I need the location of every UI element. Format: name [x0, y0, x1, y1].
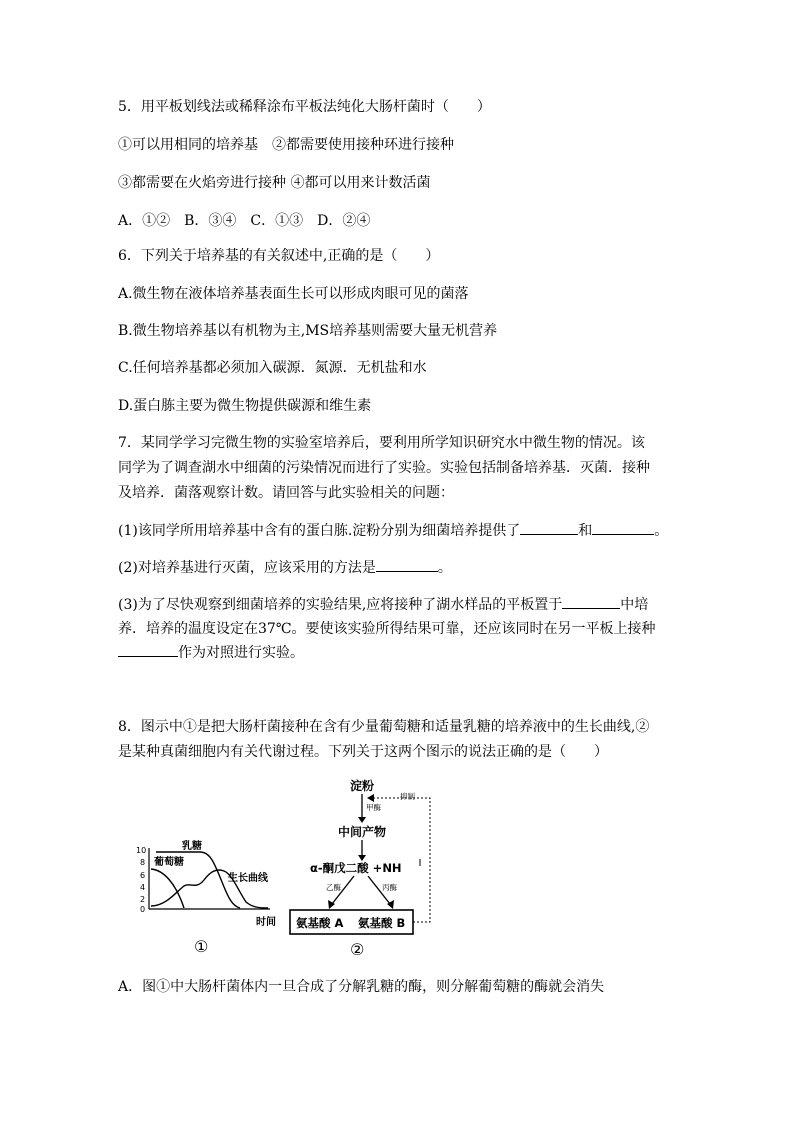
- q7-part3-line2: 养．培养的温度设定在37℃。要使该实验所得结果可靠，还应该同时在另一平板上接种: [118, 621, 656, 637]
- amino-acid-a-label: 氨基酸 A: [296, 916, 344, 930]
- q7-part3-line1: [118, 594, 648, 615]
- answer-blank[interactable]: [520, 520, 578, 535]
- q5-statement-line1: ①可以用相同的培养基 ②都需要使用接种环进行接种: [118, 137, 454, 153]
- q7-stem-line3: 及培养．菌落观察计数。请回答与此实验相关的问题：: [118, 485, 454, 501]
- growth-curve-label: 生长曲线: [228, 873, 268, 884]
- q7-part1-and: 和: [578, 523, 593, 539]
- q7-stem-line1: 7．某同学学习完微生物的实验室培养后，要利用所学知识研究水中微生物的情况。该: [118, 435, 645, 451]
- feedback-inhibition-line: [370, 798, 430, 922]
- y-tick-label: 2: [140, 895, 146, 904]
- q8-option-a: A．图①中大肠杆菌体内一旦合成了分解乳糖的酶，则分解葡萄糖的酶就会消失: [118, 979, 605, 995]
- y-tick-label: 8: [140, 858, 146, 867]
- figure1-caption: ①: [194, 937, 209, 956]
- q6-option-b: B.微生物培养基以有机物为主,MS培养基则需要大量无机营养: [118, 323, 498, 339]
- enzyme-c-label: 丙酶: [382, 883, 397, 892]
- q7-stem-line2: 同学为了调查湖水中细菌的污染情况而进行了实验。实验包括制备培养基．灭菌．接种: [118, 460, 650, 476]
- q7-part1: [118, 520, 668, 541]
- q5-stem: 5．用平板划线法或稀释涂布平板法纯化大肠杆菌时（ ）: [118, 99, 491, 115]
- q7-part2-end: 。: [437, 560, 452, 576]
- intermediate-label: 中间产物: [338, 825, 387, 839]
- y-tick-label: 4: [140, 883, 146, 892]
- y-tick-label: 0: [140, 905, 146, 914]
- q6-option-c: C.任何培养基都必须加入碳源．氮源．无机盐和水: [118, 360, 427, 376]
- keto-acid-label: α-酮戊二酸 +NH: [310, 861, 402, 875]
- q7-part1-end: 。: [654, 523, 669, 539]
- q6-option-d: D.蛋白胨主要为微生物提供碳源和维生素: [118, 398, 372, 414]
- glucose-label: 葡萄糖: [154, 857, 184, 868]
- glucose-curve: [151, 869, 184, 908]
- q6-stem: 6．下列关于培养基的有关叙述中,正确的是（ ）: [118, 248, 440, 264]
- q7-part2-text: (2)对培养基进行灭菌，应该采用的方法是: [118, 560, 376, 576]
- arrow-head: [358, 817, 366, 823]
- answer-blank[interactable]: [562, 594, 620, 609]
- q7-part1-text: (1)该同学所用培养基中含有的蛋白胨.淀粉分别为细菌培养提供了: [118, 523, 521, 539]
- starch-label: 淀粉: [350, 779, 375, 793]
- q8-figure-svg: [118, 772, 448, 967]
- enzyme-a-label: 甲酶: [366, 803, 381, 812]
- x-axis-label: 时间: [256, 917, 276, 928]
- q8-stem-line1: 8．图示中①是把大肠杆菌接种在含有少量葡萄糖和适量乳糖的培养液中的生长曲线,②: [118, 719, 650, 735]
- q5-statement-line2: ③都需要在火焰旁进行接种 ④都可以用来计数活菌: [118, 175, 431, 191]
- q8-figure: [118, 772, 448, 967]
- figure2-pathway: [290, 778, 430, 959]
- answer-blank[interactable]: [376, 557, 438, 572]
- answer-blank[interactable]: [592, 520, 654, 535]
- figure1-graph: [136, 839, 276, 956]
- q7-part3-text-d: 作为对照进行实验。: [178, 645, 304, 661]
- y-tick-label: 6: [140, 871, 146, 880]
- arrow-head: [367, 794, 374, 802]
- lactose-label: 乳糖: [182, 841, 202, 852]
- answer-blank[interactable]: [118, 642, 178, 657]
- q5-options: A．①② B．③④ C．①③ D．②④: [118, 213, 371, 229]
- q6-option-a: A.微生物在液体培养基表面生长可以形成肉眼可见的菌落: [118, 286, 469, 302]
- q7-part3-text: (3)为了尽快观察到细菌培养的实验结果,应将接种了湖水样品的平板置于: [118, 597, 563, 613]
- enzyme-b-label: 乙酶: [326, 883, 341, 892]
- q7-part2: [118, 557, 452, 578]
- q7-part3-line3: [118, 642, 304, 663]
- amino-acid-b-label: 氨基酸 B: [358, 916, 406, 930]
- y-tick-label: 10: [136, 846, 147, 855]
- q8-stem-line2: 是某种真菌细胞内有关代谢过程。下列关于这两个图示的说法正确的是（ ）: [118, 744, 608, 760]
- inhibit-label: 抑制: [400, 792, 415, 801]
- q7-part3-text-b: 中培: [620, 597, 649, 613]
- figure2-caption: ②: [350, 940, 365, 959]
